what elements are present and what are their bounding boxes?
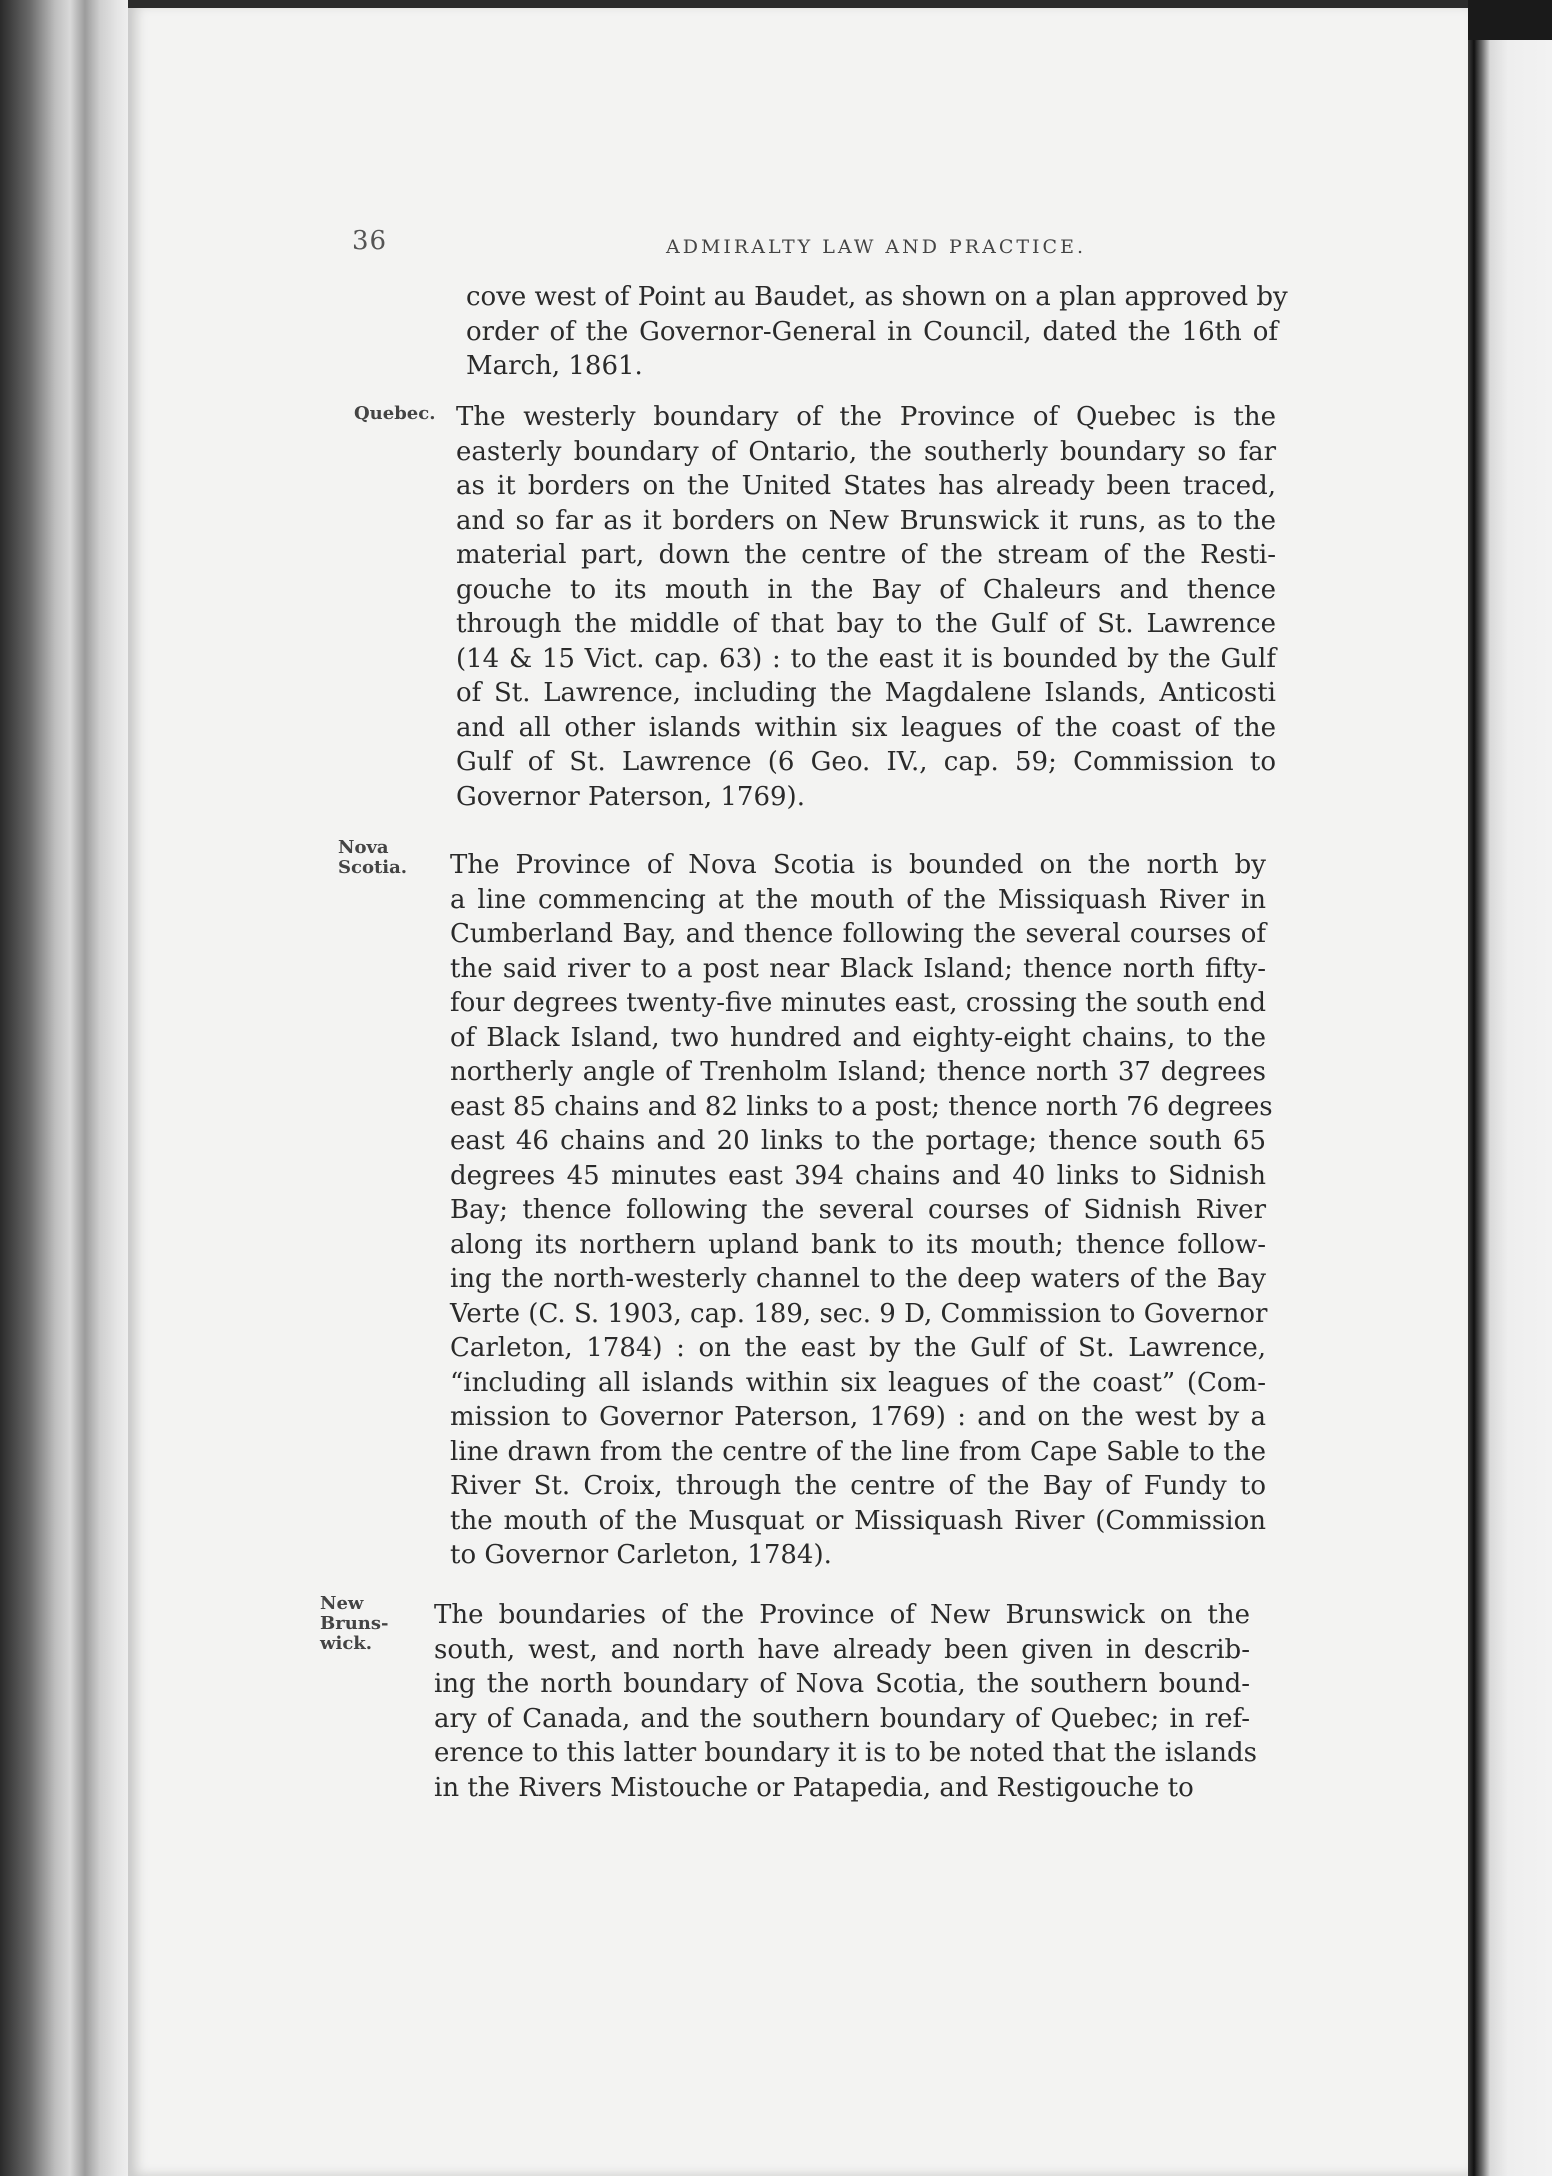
margin-note-line: New bbox=[320, 1593, 364, 1614]
text-line: degrees 45 minutes east 394 chains and 40 links to Sidnish bbox=[450, 1160, 1266, 1191]
paragraph-continued bbox=[466, 280, 1288, 384]
text-line: of St. Lawrence, including the Magdalene Islands, Anticosti bbox=[456, 678, 1276, 708]
margin-note-quebec bbox=[354, 404, 435, 424]
text-line: Cumberland Bay, and thence following the several courses of bbox=[450, 919, 1266, 949]
text-line: Gulf of St. Lawrence (6 Geo. IV., cap. 59; Commission to bbox=[456, 747, 1276, 777]
text-line: and so far as it borders on New Brunswick it runs, as to the bbox=[456, 505, 1276, 536]
text-line: (14 & 15 Vict. cap. 63) : to the east it is bounded by the Gulf bbox=[456, 643, 1276, 674]
text-line: Carleton, 1784) : on the east by the Gulf of St. Lawrence, bbox=[450, 1333, 1266, 1363]
text-line: line drawn from the centre of the line from Cape Sable to the bbox=[450, 1436, 1266, 1467]
text-line: ary of Canada, and the southern boundary of Quebec; in ref- bbox=[434, 1703, 1250, 1734]
right-edge-top bbox=[1468, 0, 1552, 44]
text-line: along its northern upland bank to its mouth; thence follow- bbox=[450, 1229, 1266, 1260]
text-line: in the Rivers Mistouche or Patapedia, and Restigouche to bbox=[434, 1772, 1194, 1803]
text-line: The boundaries of the Province of New Brunswick on the bbox=[434, 1600, 1250, 1630]
text-line: as it borders on the United States has already been traced, bbox=[456, 471, 1276, 501]
paragraph-nova-scotia bbox=[450, 848, 1273, 1573]
text-line: east 46 chains and 20 links to the portage; thence south 65 bbox=[450, 1126, 1266, 1156]
text-line: the mouth of the Musquat or Missiquash River (Commission bbox=[450, 1505, 1266, 1536]
book-left-edge bbox=[0, 0, 130, 2176]
text-line: erence to this latter boundary it is to be noted that the islands bbox=[434, 1738, 1257, 1768]
text-line: order of the Governor-General in Council, dated the 16th of bbox=[466, 316, 1278, 347]
text-line: The Province of Nova Scotia is bounded on the north by bbox=[450, 850, 1266, 880]
text-line: east 85 chains and 82 links to a post; thence north 76 degrees bbox=[450, 1091, 1273, 1122]
text-line: four degrees twenty-five minutes east, crossing the south end bbox=[450, 988, 1266, 1018]
text-line: easterly boundary of Ontario, the southerly boundary so far bbox=[456, 436, 1276, 467]
text-line: Governor Paterson, 1769). bbox=[456, 781, 805, 812]
text-line: Verte (C. S. 1903, cap. 189, sec. 9 D, Commission to Governor bbox=[450, 1298, 1268, 1329]
text-line: mission to Governor Paterson, 1769) : and on the west by a bbox=[450, 1402, 1266, 1432]
text-line: gouche to its mouth in the Bay of Chaleurs and thence bbox=[456, 574, 1276, 605]
margin-note-new-brunswick bbox=[320, 1594, 388, 1654]
text-line: River St. Croix, through the centre of the Bay of Fundy to bbox=[450, 1471, 1266, 1501]
text-line: “including all islands within six leagues of the coast” (Com- bbox=[450, 1367, 1266, 1398]
text-line: south, west, and north have already been given in describ- bbox=[434, 1634, 1250, 1665]
margin-note-line: Nova bbox=[338, 837, 389, 858]
margin-note-line: wick. bbox=[320, 1633, 373, 1654]
text-line: ing the north boundary of Nova Scotia, the southern bound- bbox=[434, 1669, 1250, 1699]
page-number: 36 bbox=[352, 226, 388, 256]
text-line: material part, down the centre of the stream of the Resti- bbox=[456, 540, 1276, 570]
margin-note-line: Scotia. bbox=[338, 857, 408, 878]
paragraph-quebec bbox=[456, 400, 1276, 814]
margin-note-nova-scotia bbox=[338, 838, 407, 878]
paragraph-new-brunswick bbox=[434, 1598, 1257, 1805]
top-shadow-band bbox=[128, 0, 1468, 8]
text-line: March, 1861. bbox=[466, 351, 643, 381]
text-line: and all other islands within six leagues of the coast of the bbox=[456, 712, 1276, 743]
text-line: through the middle of that bay to the Gulf of St. Lawrence bbox=[456, 609, 1276, 639]
text-line: the said river to a post near Black Island; thence north fifty- bbox=[450, 953, 1266, 984]
margin-note-line: Bruns- bbox=[320, 1613, 389, 1634]
facing-page-edge bbox=[1468, 40, 1552, 2176]
running-head: ADMIRALTY LAW AND PRACTICE. bbox=[666, 236, 1086, 258]
margin-note-line: Quebec. bbox=[354, 403, 436, 424]
text-line: a line commencing at the mouth of the Missiquash River in bbox=[450, 884, 1266, 915]
text-line: cove west of Point au Baudet, as shown on a plan approved by bbox=[466, 282, 1288, 312]
text-line: Bay; thence following the several courses of Sidnish River bbox=[450, 1195, 1266, 1225]
text-line: northerly angle of Trenholm Island; thence north 37 degrees bbox=[450, 1057, 1266, 1087]
text-line: ing the north-westerly channel to the deep waters of the Bay bbox=[450, 1264, 1266, 1294]
text-line: of Black Island, two hundred and eighty-eight chains, to the bbox=[450, 1022, 1266, 1053]
text-line: The westerly boundary of the Province of Quebec is the bbox=[456, 402, 1276, 432]
text-line: to Governor Carleton, 1784). bbox=[450, 1540, 832, 1570]
